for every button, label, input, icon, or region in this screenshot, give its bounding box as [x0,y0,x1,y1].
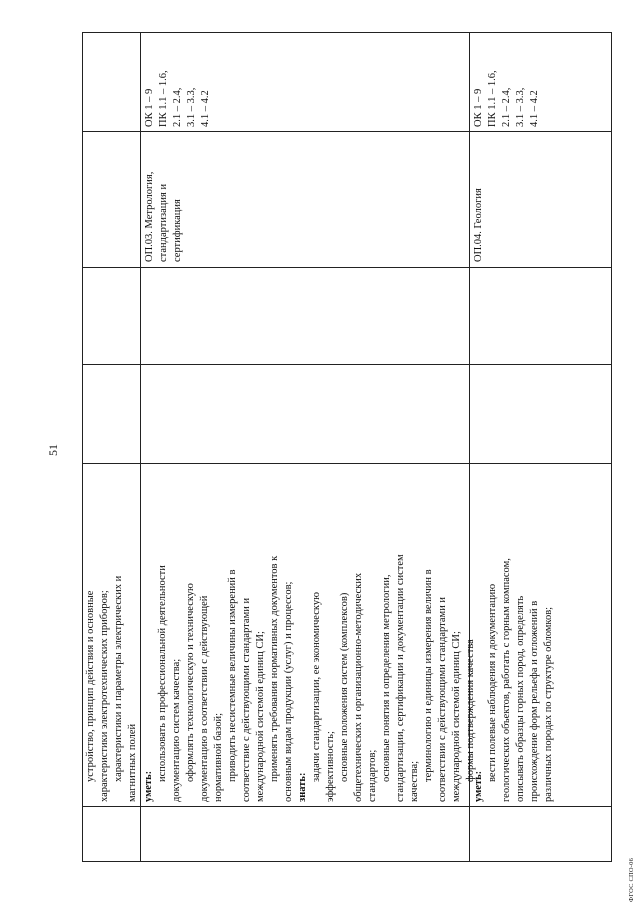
discipline-name: ОП.04. Геология [473,188,484,262]
column-divider [82,463,612,464]
table-top-border [82,32,83,862]
table-cell-content-continued [84,468,140,802]
content-line: приводить несистемные величины измерений в [227,569,238,782]
competency-code: 4.1 – 4.2 [529,90,540,127]
table-cell-competencies-op04 [472,35,552,127]
competency-code: ОК 1 – 9 [144,88,155,127]
content-line: характеристики и параметры электрических и [113,575,124,782]
content-line: магнитных полей [127,723,138,802]
content-line: различных породах по структуре обломков; [543,606,554,802]
competency-code: ПК 1.1 – 1.6, [487,70,498,127]
table-cell-discipline-op04 [472,136,532,262]
discipline-name: ОП.03. Метрология, стандартизация и сертификация [144,171,183,262]
section-heading: уметь: [143,770,154,802]
competency-code: 4.1 – 4.2 [200,90,211,127]
content-line: характеристики электротехнических приборов; [99,590,110,802]
content-line: общетехнических и организационно-методических [353,572,364,802]
column-divider [82,364,612,365]
content-line: происхождение форм рельефа и отложений в [529,600,540,802]
content-line: документацию в соответствии с действующей [199,595,210,802]
content-line: вести полевые наблюдения и документацию [487,583,498,782]
content-line: задачи стандартизации, ее экономическую [311,592,322,782]
page-number: 51 [46,444,60,456]
content-line: использовать в профессиональной деятельности [157,565,168,782]
table-cell-competencies-op03 [143,35,263,127]
column-divider [82,267,612,268]
content-line: стандартов; [367,749,378,802]
section-heading: уметь: [473,770,484,802]
content-line: основные понятия и определения метрологии, [381,574,392,782]
content-line: документацию систем качества; [171,658,182,802]
row-divider [140,32,141,862]
competency-code: 2.1 – 2.4, [501,87,512,127]
table-right-border [82,32,612,33]
content-line: международной системой единиц СИ; [255,631,266,802]
content-line: геологических объектов, работать с горным компасом, [501,558,512,802]
content-line: описывать образцы горных пород, определять [515,595,526,802]
table-cell-content-op04 [472,466,610,802]
content-line: качества; [409,760,420,802]
content-line: оформлять технологическую и техническую [185,583,196,782]
rotated-table-page [46,32,635,902]
content-line: международной системой единиц СИ; [451,631,462,802]
column-divider [82,131,612,132]
page-footer: ФГОС СПО-06 [628,857,635,902]
competency-code: 3.1 – 3.3, [186,87,197,127]
content-line: нормативной базой; [213,712,224,802]
table-bottom-border [611,32,612,862]
column-divider [82,806,612,807]
content-line: стандартизации, сертификации и документации систем [395,554,406,802]
table-cell-discipline-op03 [143,136,263,262]
competency-code: ПК 1.1 – 1.6, [158,70,169,127]
content-line: терминологию и единицы измерения величин в [423,569,434,782]
content-line: формы подтверждения качества [465,639,476,782]
section-heading: знать: [297,772,308,802]
table-left-border [82,861,612,862]
content-line: соответствие с действующими стандартами и [241,597,252,802]
competency-code: ОК 1 – 9 [473,88,484,127]
content-line: эффективность; [325,731,336,802]
competency-code: 3.1 – 3.3, [515,87,526,127]
content-line: соответствии с действующими стандартами и [437,596,448,802]
content-line: основным видам продукции (услуг) и процессов; [283,581,294,802]
content-line: устройство, принцип действия и основные [85,590,96,782]
table-cell-content-op03 [142,466,476,802]
content-line: основные положения систем (комплексов) [339,592,350,782]
content-line: применять требования нормативных документов к [269,555,280,782]
competency-code: 2.1 – 2.4, [172,87,183,127]
